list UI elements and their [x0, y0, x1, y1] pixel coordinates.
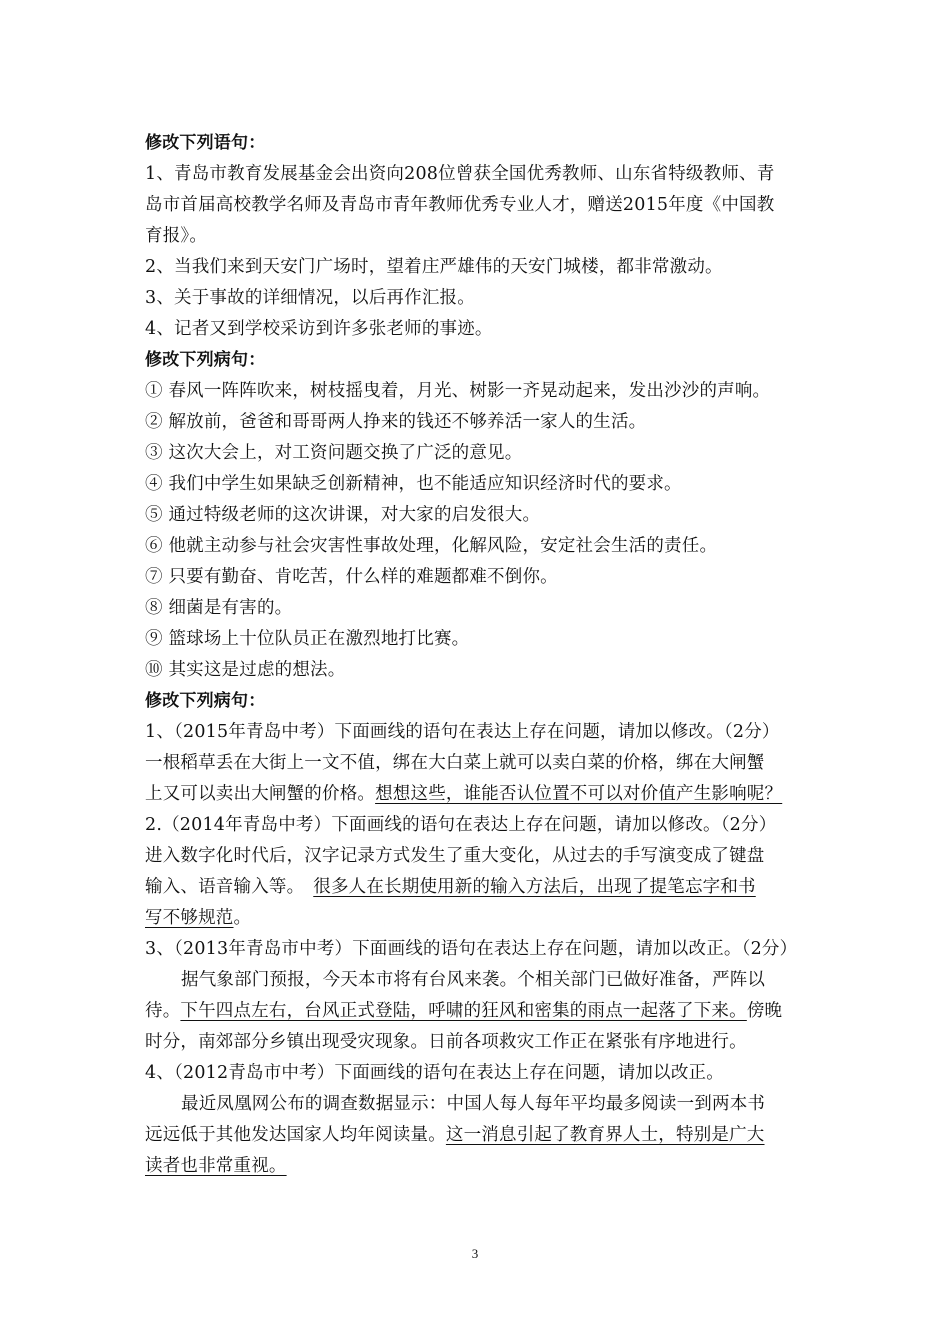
- underlined-sentence: 想想这些，谁能否认位置不可以对价值产生影响呢？: [375, 784, 783, 804]
- question-1-text: 一根稻草丢在大街上一文不值，绑在大白菜上就可以卖白菜的价格，绑在大闸蟹: [145, 753, 765, 773]
- document-body: [145, 128, 825, 1182]
- underlined-sentence: 写不够规范: [145, 908, 234, 928]
- underlined-sentence: 读者也非常重视。: [145, 1156, 287, 1176]
- question-3-title: 3、（2013年青岛市中考）下面画线的语句在表达上存在问题，请加以改正。（2分）: [145, 939, 798, 959]
- section1-item: 2、当我们来到天安门广场时，望着庄严雄伟的天安门城楼，都非常激动。: [145, 257, 723, 277]
- question-3-text: 据气象部门预报，今天本市将有台风来袭。个相关部门已做好准备，严阵以: [181, 970, 766, 990]
- section2-item: ⑩ 其实这是过虑的想法。: [145, 660, 346, 680]
- section2-item: ⑥ 他就主动参与社会灾害性事故处理，化解风险，安定社会生活的责任。: [145, 536, 718, 556]
- section1-item: 岛市首届高校教学名师及青岛市青年教师优秀专业人才，赠送2015年度《中国教: [145, 195, 775, 215]
- section2-heading: 修改下列病句：: [145, 350, 266, 370]
- section1-item: 1、青岛市教育发展基金会出资向208位曾获全国优秀教师、山东省特级教师、青: [145, 164, 775, 184]
- section1-heading: 修改下列语句：: [145, 133, 266, 153]
- plain-text: 傍晚: [746, 1001, 783, 1021]
- question-4-title: 4、（2012青岛市中考）下面画线的语句在表达上存在问题，请加以改正。: [145, 1063, 724, 1083]
- section2-item: ⑨ 篮球场上十位队员正在激烈地打比赛。: [145, 629, 470, 649]
- section3-heading: 修改下列病句：: [145, 691, 266, 711]
- section2-item: ① 春风一阵阵吹来，树枝摇曳着，月光、树影一齐晃动起来，发出沙沙的声响。: [145, 381, 771, 401]
- plain-text: 上又可以卖出大闸蟹的价格。: [145, 784, 376, 804]
- section2-item: ③ 这次大会上，对工资问题交换了广泛的意见。: [145, 443, 523, 463]
- section2-item: ④ 我们中学生如果缺乏创新精神，也不能适应知识经济时代的要求。: [145, 474, 682, 494]
- question-4-text: [145, 1120, 825, 1151]
- section2-item: ② 解放前，爸爸和哥哥两人挣来的钱还不够养活一家人的生活。: [145, 412, 647, 432]
- question-3-text: 时分，南郊部分乡镇出现受灾现象。日前各项救灾工作正在紧张有序地进行。: [145, 1032, 747, 1052]
- plain-text: 待。: [145, 1001, 181, 1021]
- question-1-title: 1、（2015年青岛中考）下面画线的语句在表达上存在问题，请加以修改。（2分）: [145, 722, 780, 742]
- plain-text: 远远低于其他发达国家人均年阅读量。: [145, 1125, 446, 1145]
- plain-text: 。: [233, 908, 252, 928]
- question-3-text: [145, 996, 825, 1027]
- section2-item: ⑦ 只要有勤奋、肯吃苦，什么样的难题都难不倒你。: [145, 567, 558, 587]
- page-number: 3: [471, 1246, 479, 1261]
- section1-item: 4、记者又到学校采访到许多张老师的事迹。: [145, 319, 493, 339]
- question-2-text: 进入数字化时代后，汉字记录方式发生了重大变化，从过去的手写演变成了键盘: [145, 846, 765, 866]
- question-2-title: 2.（2014年青岛中考）下面画线的语句在表达上存在问题，请加以修改。（2分）: [145, 815, 777, 835]
- question-1-text: [145, 779, 825, 810]
- underlined-sentence: 这一消息引起了教育界人士，特别是广大: [445, 1125, 765, 1145]
- section1-item: 3、关于事故的详细情况，以后再作汇报。: [145, 288, 475, 308]
- section1-item: 育报》。: [145, 226, 208, 246]
- underlined-sentence: 很多人在长期使用新的输入方法后，出现了提笔忘字和书: [313, 877, 756, 897]
- plain-text: 输入、语音输入等。: [145, 877, 314, 897]
- underlined-sentence: 下午四点左右，台风正式登陆，呼啸的狂风和密集的雨点一起落了下来。: [180, 1001, 747, 1021]
- question-2-text: [145, 872, 825, 903]
- question-4-text: 最近凤凰网公布的调查数据显示：中国人每人每年平均最多阅读一到两本书: [181, 1094, 766, 1114]
- question-4-text: [145, 1151, 825, 1182]
- section2-item: ⑤ 通过特级老师的这次讲课，对大家的启发很大。: [145, 505, 541, 525]
- section2-item: ⑧ 细菌是有害的。: [145, 598, 293, 618]
- question-2-text: [145, 903, 825, 934]
